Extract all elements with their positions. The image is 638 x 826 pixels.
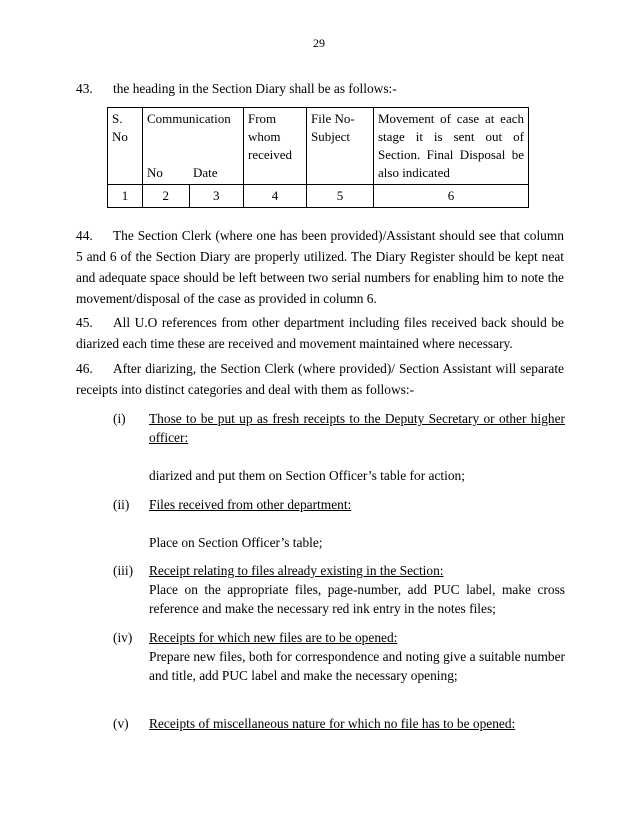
list-item-v (113, 714, 565, 733)
header-movement: Movement of case at each stage it is sent out of Section. Final Disposal be also indicated (374, 108, 529, 185)
column-number-3: 3 (189, 185, 244, 208)
paragraph-43 (76, 78, 564, 99)
header-no: No (143, 146, 190, 185)
item-heading: Files received from other department: (149, 497, 352, 512)
item-text: Place on Section Officer’s table; (149, 535, 323, 550)
item-numeral: (iii) (113, 563, 134, 578)
header-from-whom: From whom received (244, 108, 307, 185)
page-number: 29 (313, 36, 325, 50)
list-item-iv (113, 628, 565, 685)
item-numeral: (v) (113, 716, 129, 731)
header-sno: S. No (108, 108, 143, 185)
paragraph-text: All U.O references from other department including files received back should be diarized each time these are received and movement maintained where necessary. (76, 315, 564, 351)
item-heading: Those to be put up as fresh receipts to the Deputy Secretary or other higher officer: (149, 411, 565, 445)
column-number-1: 1 (108, 185, 143, 208)
list-item-iii (113, 561, 565, 618)
list-item-i (113, 409, 565, 485)
paragraph-45 (76, 312, 564, 354)
item-heading: Receipts of miscellaneous nature for which no file has to be opened: (149, 716, 516, 731)
item-numeral: (iv) (113, 630, 133, 645)
list-item-ii (113, 495, 565, 552)
column-number-4: 4 (244, 185, 307, 208)
item-numeral: (ii) (113, 497, 130, 512)
column-number-2: 2 (143, 185, 190, 208)
column-number-5: 5 (307, 185, 374, 208)
section-diary-table (107, 107, 529, 208)
item-text: Prepare new files, both for correspondence and noting give a suitable number and title, add PUC label and make the necessary opening; (149, 649, 565, 683)
paragraph-text: The Section Clerk (where one has been provided)/Assistant should see that column 5 and 6 of the Section Diary are properly utilized. The Diary Register should be kept neat and adequate space should be left between two serial numbers for enabling him to note the movement/disposal of the case as provided in column 6. (76, 228, 564, 306)
header-date: Date (189, 146, 244, 185)
paragraph-number: 46. (76, 361, 93, 376)
paragraph-number: 43. (76, 81, 93, 96)
header-file-subject: File No-Subject (307, 108, 374, 185)
column-number-6: 6 (374, 185, 529, 208)
item-numeral: (i) (113, 411, 126, 426)
paragraph-44 (76, 225, 564, 309)
item-heading: Receipt relating to files already existing in the Section: (149, 563, 444, 578)
paragraph-number: 45. (76, 315, 93, 330)
item-text: diarized and put them on Section Officer’s table for action; (149, 468, 465, 483)
header-communication: Communication (143, 108, 244, 147)
item-text: Place on the appropriate files, page-number, add PUC label, make cross reference and make the necessary red ink entry in the notes files; (149, 582, 565, 616)
item-heading: Receipts for which new files are to be opened: (149, 630, 398, 645)
paragraph-text: After diarizing, the Section Clerk (where provided)/ Section Assistant will separate receipts into distinct categories and deal with them as follows:- (76, 361, 564, 397)
paragraph-46 (76, 358, 564, 400)
paragraph-text: the heading in the Section Diary shall be as follows:- (113, 81, 397, 96)
paragraph-number: 44. (76, 228, 93, 243)
